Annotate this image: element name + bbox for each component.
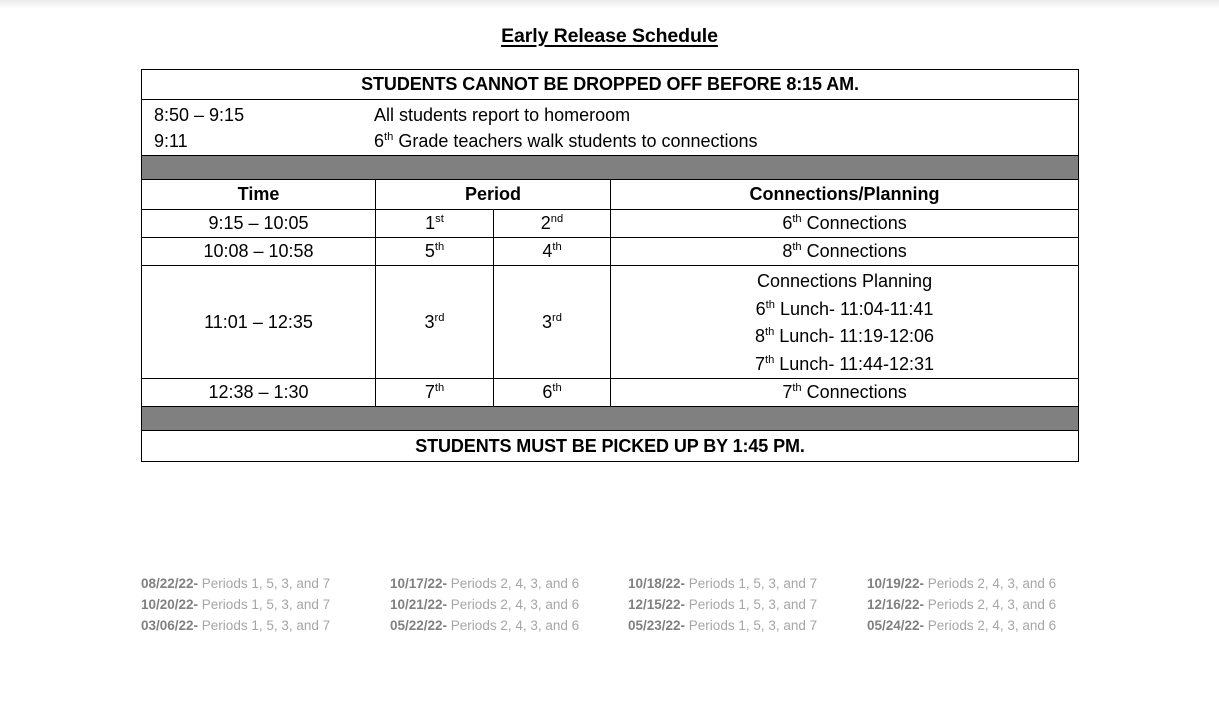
row-time: 9:15 – 10:05 [142,210,376,238]
arrival-details-cell [142,100,1079,156]
row-connections-grade-suffix: th [792,213,802,225]
lunch-time-range: Lunch- 11:19-12:06 [774,326,935,346]
list-item [867,573,1081,594]
list-item [390,615,628,636]
lunch-grade: 7 [754,353,765,374]
table-row [142,238,1079,266]
row-period-b-suffix: th [552,382,562,394]
row-period-b [494,266,611,379]
table-row-arrival-notice [142,70,1079,100]
lunch-grade-suffix: th [764,353,775,366]
table-row-spacer-bottom [142,407,1079,431]
list-item [628,615,867,636]
row-period-a-suffix: rd [434,311,445,324]
header-period: Period [376,180,611,210]
row-time: 12:38 – 1:30 [142,379,376,407]
row-period-b [494,210,611,238]
row-period-b [494,379,611,407]
list-item [867,594,1081,615]
early-release-schedule-table [141,69,1079,462]
lunch-line [611,323,1078,351]
arrival-description-walk [374,128,1078,154]
table-row [142,266,1079,379]
table-row-spacer-top [142,156,1079,180]
row-period-a-suffix: th [434,241,445,253]
table-row [142,210,1079,238]
date-periods: Periods 1, 5, 3, and 7 [685,618,818,633]
row-period-a [376,266,494,379]
date-periods: Periods 2, 4, 3, and 6 [924,576,1057,591]
arrival-notice-banner: STUDENTS CANNOT BE DROPPED OFF BEFORE 8:15 AM. [142,70,1079,100]
table-row-headers [142,180,1079,210]
planning-stack [611,266,1078,378]
row-connections-rest: Connections [801,213,907,233]
date-periods: Periods 1, 5, 3, and 7 [198,618,331,633]
row-period-a-suffix: th [434,382,445,394]
row-connections-grade: 6 [782,213,793,233]
early-release-dates-list [141,573,1081,636]
page-title [0,25,1219,48]
list-item [628,594,867,615]
row-time: 10:08 – 10:58 [142,238,376,266]
row-period-a-number: 3 [424,311,435,332]
row-period-b-suffix: nd [550,213,564,225]
date-label: 08/22/22- [141,576,199,591]
row-period-a-number: 5 [424,241,435,261]
date-periods: Periods 1, 5, 3, and 7 [685,597,818,612]
header-time: Time [142,180,376,210]
row-connections-grade-suffix: th [792,241,802,253]
row-connections-grade: 7 [782,382,793,402]
spacer-band-bottom [142,407,1079,431]
row-period-b-suffix: rd [552,311,562,324]
lunch-line [611,296,1078,324]
arrival-line-homeroom [142,102,1078,128]
list-item [141,594,390,615]
planning-title: Connections Planning [756,271,933,291]
date-label: 10/20/22- [141,597,199,612]
date-periods: Periods 1, 5, 3, and 7 [198,597,331,612]
table-row [142,379,1079,407]
row-connections [611,379,1079,407]
date-label: 10/17/22- [390,576,448,591]
row-connections-grade: 8 [782,241,793,261]
date-periods: Periods 2, 4, 3, and 6 [447,618,580,633]
table-row-arrival-details [142,100,1079,156]
lunch-grade: 6 [755,298,766,319]
page-title-text: Early Release Schedule [501,25,718,47]
row-connections [611,210,1079,238]
row-period-b-number: 3 [542,311,553,332]
lunch-grade: 8 [754,326,765,346]
lunch-time-range: Lunch- 11:04-11:41 [774,298,934,319]
date-periods: Periods 2, 4, 3, and 6 [447,576,580,591]
row-period-b-number: 4 [542,241,553,261]
list-item [141,615,390,636]
table-row-dismissal-notice [142,431,1079,462]
list-item [141,573,390,594]
list-item [390,573,628,594]
date-periods: Periods 2, 4, 3, and 6 [924,618,1057,633]
arrival-description-homeroom: All students report to homeroom [374,104,631,125]
spacer-band-top [142,156,1079,180]
date-label: 10/21/22- [390,597,448,612]
date-periods: Periods 1, 5, 3, and 7 [198,576,331,591]
arrival-time-homeroom: 8:50 – 9:15 [154,104,245,125]
row-connections-rest: Connections [801,241,907,261]
row-connections-planning [611,266,1079,379]
date-label: 12/16/22- [867,597,925,612]
date-label: 05/23/22- [628,618,686,633]
row-period-b-suffix: th [552,241,562,253]
row-time: 11:01 – 12:35 [142,266,376,379]
list-item [867,615,1081,636]
row-period-a [376,210,494,238]
lunch-grade-suffix: th [765,298,775,311]
date-label: 12/15/22- [628,597,686,612]
list-item [628,573,867,594]
row-connections [611,238,1079,266]
lunch-line [611,351,1078,379]
date-label: 10/19/22- [867,576,925,591]
arrival-walk-grade-suffix: th [384,130,394,143]
row-period-a-suffix: st [435,213,444,225]
header-connections: Connections/Planning [611,180,1079,210]
row-connections-rest: Connections [801,382,907,402]
date-label: 10/18/22- [628,576,686,591]
row-period-b-number: 2 [540,213,551,233]
lunch-time-range: Lunch- 11:44-12:31 [774,353,935,374]
row-period-a-number: 1 [425,213,436,233]
row-period-a [376,379,494,407]
date-periods: Periods 2, 4, 3, and 6 [447,597,580,612]
dismissal-notice-banner: STUDENTS MUST BE PICKED UP BY 1:45 PM. [142,431,1079,462]
date-periods: Periods 2, 4, 3, and 6 [924,597,1057,612]
arrival-walk-grade: 6 [374,130,385,151]
list-item [390,594,628,615]
date-label: 05/22/22- [390,618,448,633]
arrival-time-walk: 9:11 [154,130,188,151]
row-connections-grade-suffix: th [792,382,802,394]
date-periods: Periods 1, 5, 3, and 7 [685,576,818,591]
arrival-walk-rest: Grade teachers walk students to connections [393,130,758,151]
row-period-b [494,238,611,266]
row-period-a-number: 7 [424,382,435,402]
date-label: 03/06/22- [141,618,199,633]
row-period-b-number: 6 [542,382,553,402]
date-label: 05/24/22- [867,618,925,633]
lunch-grade-suffix: th [764,326,775,338]
row-period-a [376,238,494,266]
arrival-line-walk [142,128,1078,154]
